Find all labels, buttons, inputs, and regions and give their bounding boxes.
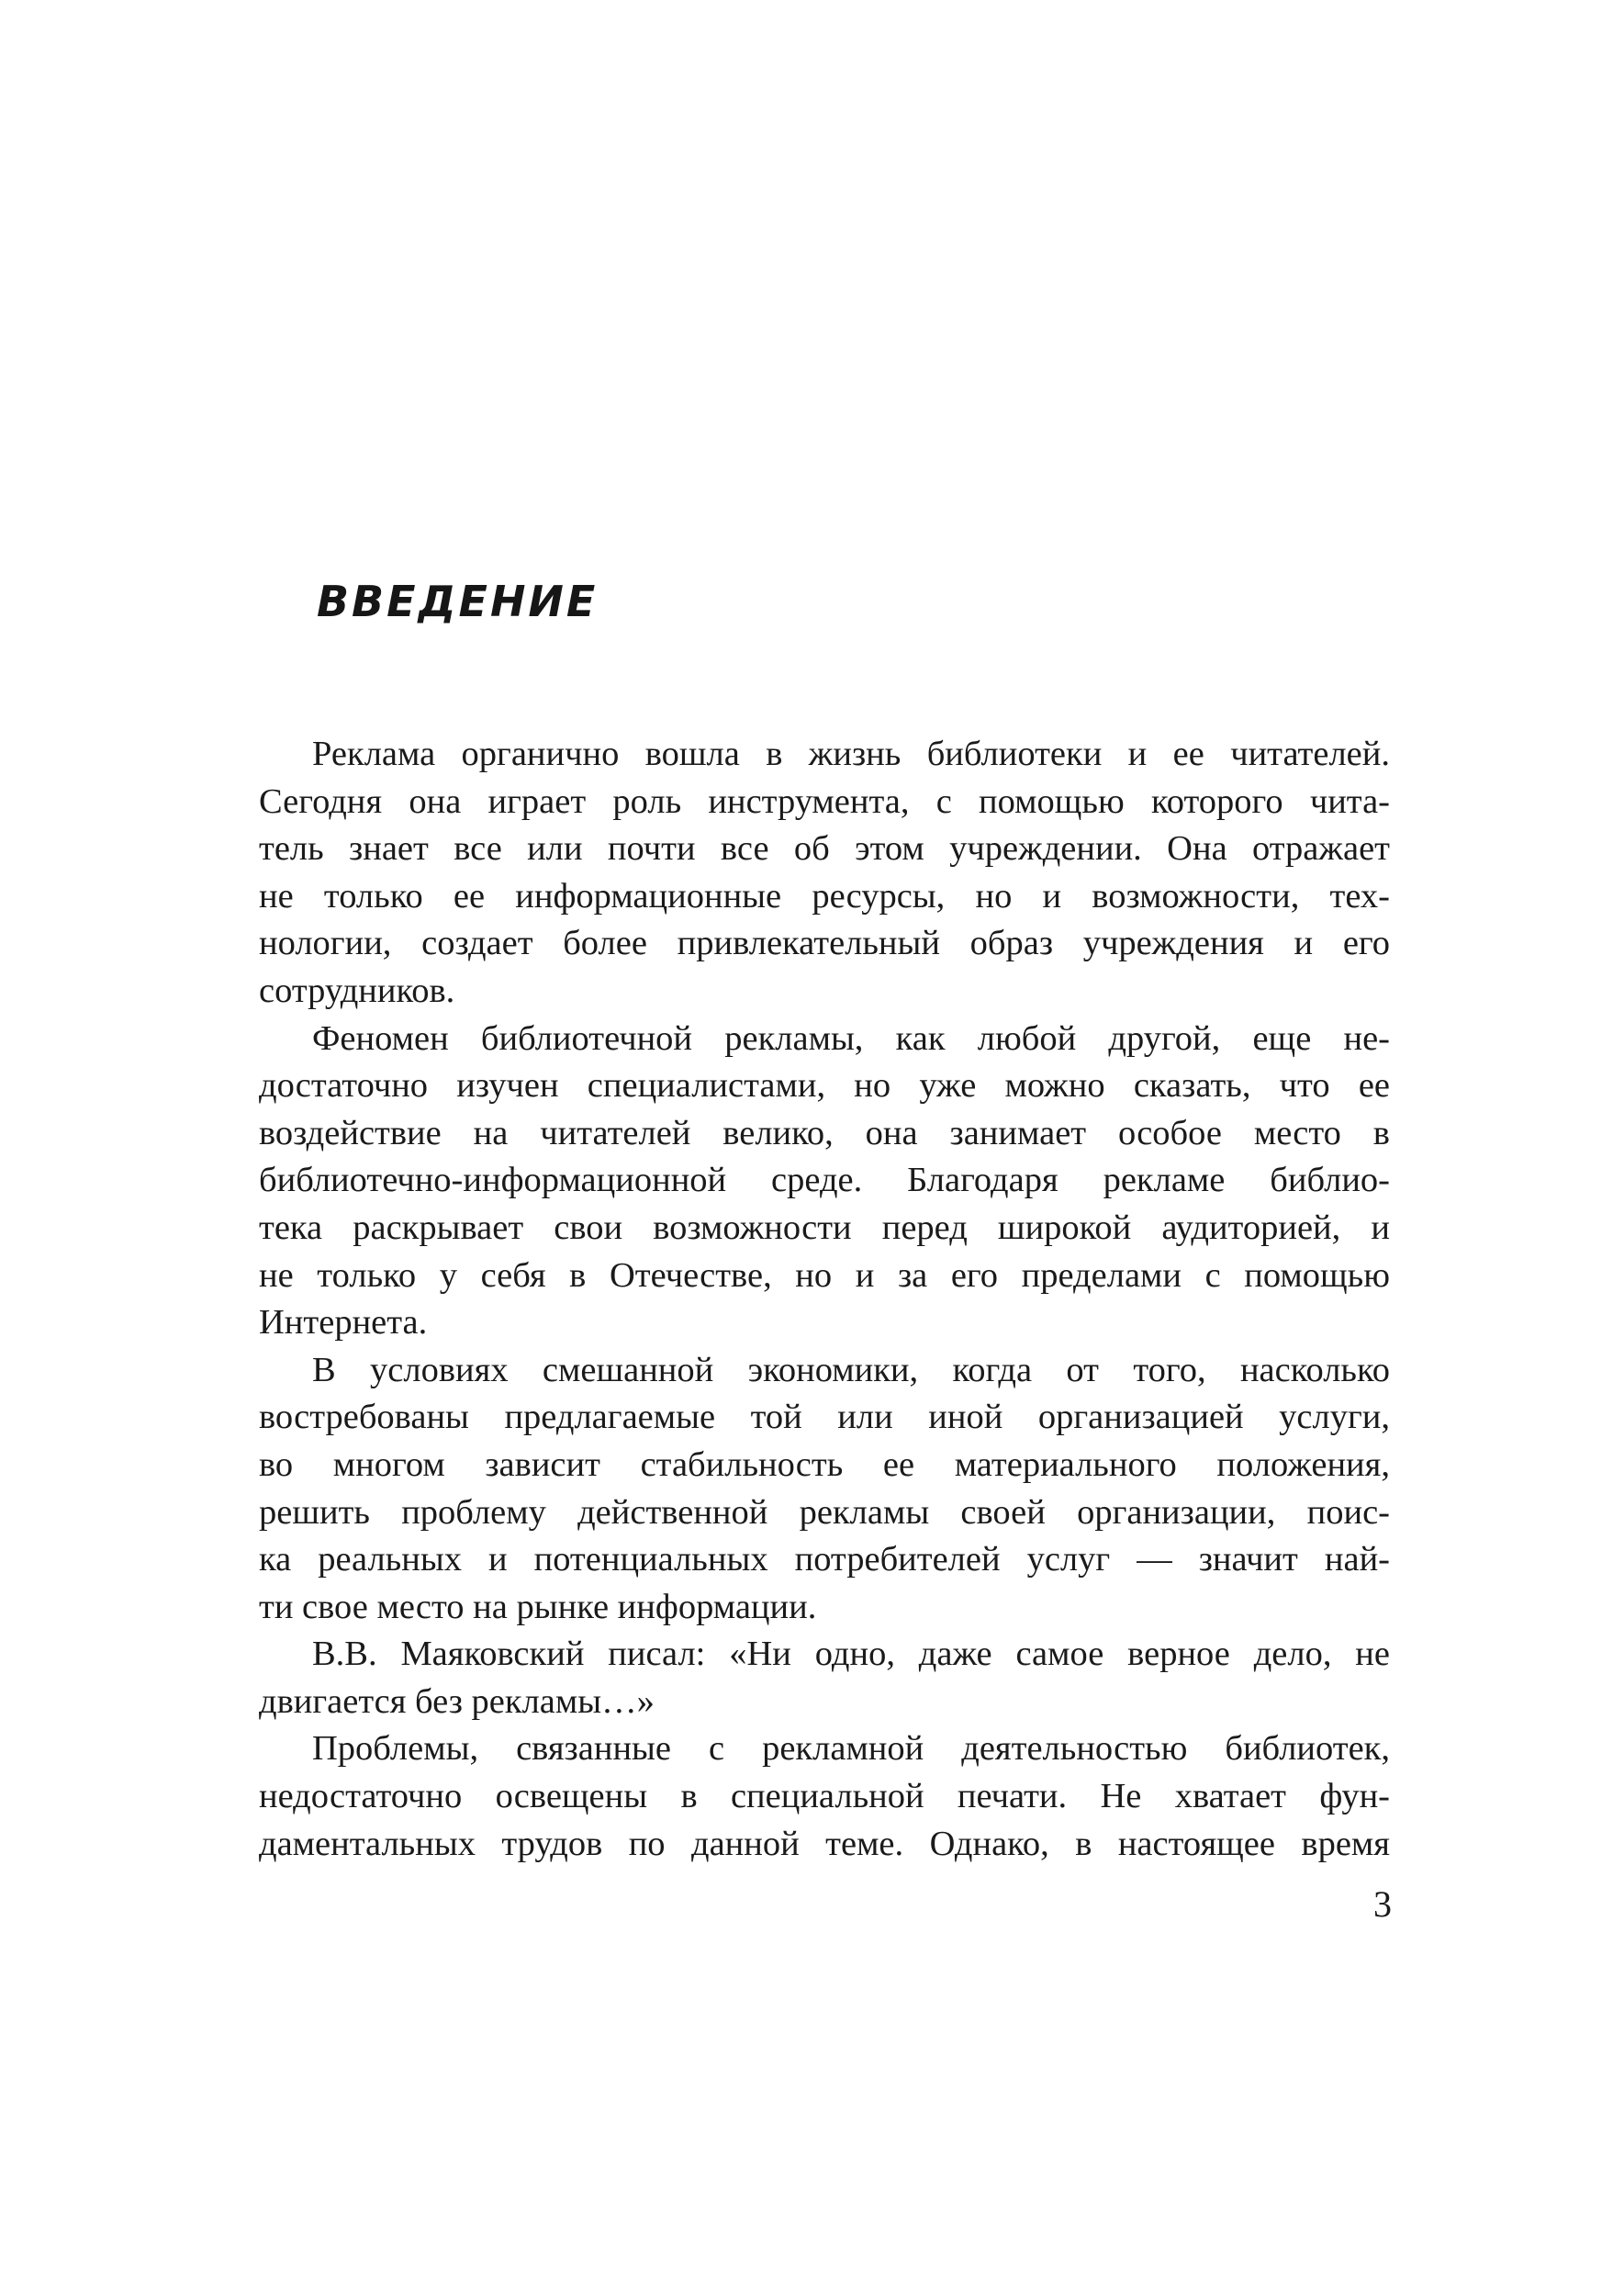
text-line: Феномен библиотечной рекламы, как любой другой, еще не- xyxy=(312,1018,1390,1058)
text-line: ка реальных и потенциальных потребителей услуг — значит най- xyxy=(259,1540,1390,1579)
text-line: сотрудников. xyxy=(259,971,455,1010)
text-line: нологии, создает более привлекательный образ учреждения и его xyxy=(259,924,1390,963)
text-line: Реклама органично вошла в жизнь библиотеки и ее читателей. xyxy=(312,735,1390,773)
text-line: достаточно изучен специалистами, но уже можно сказать, что ее xyxy=(259,1066,1390,1106)
text-line: двигается без рекламы…» xyxy=(259,1681,655,1721)
text-line: воздействие на читателей велико, она занимает особое место в xyxy=(259,1113,1390,1152)
text-line: недостаточно освещены в специальной печати. Не хватает фун- xyxy=(259,1777,1390,1816)
text-line: В.В. Маяковский писал: «Ни одно, даже самое верное дело, не xyxy=(312,1635,1390,1674)
text-line: Сегодня она играет роль инструмента, с помощью которого чита- xyxy=(259,781,1390,821)
text-line: решить проблему действенной рекламы своей организации, поис- xyxy=(259,1492,1390,1532)
page-number: 3 xyxy=(1373,1883,1392,1925)
chapter-heading: ВВЕДЕНИЕ xyxy=(317,577,599,626)
body-text xyxy=(259,731,1390,1868)
text-line: библиотечно-информационной среде. Благодаря рекламе библио- xyxy=(259,1161,1390,1200)
text-line: тека раскрывает свои возможности перед широкой аудиторией, и xyxy=(259,1208,1390,1247)
text-line: не только у себя в Отечестве, но и за его пределами с помощью xyxy=(259,1255,1390,1295)
text-line: В условиях смешанной экономики, когда от того, насколько xyxy=(312,1350,1390,1389)
text-line: не только ее информационные ресурсы, но и возможности, тех- xyxy=(259,876,1390,916)
text-line: Проблемы, связанные с рекламной деятельностью библиотек, xyxy=(312,1729,1390,1769)
text-line: востребованы предлагаемые той или иной организацией услуги, xyxy=(259,1398,1390,1437)
text-line: Интернета. xyxy=(259,1303,428,1343)
text-line: во многом зависит стабильность ее материального положения, xyxy=(259,1444,1390,1484)
text-line: даментальных трудов по данной теме. Однако, в настоящее время xyxy=(259,1824,1390,1863)
text-line: тель знает все или почти все об этом учреждении. Она отражает xyxy=(259,829,1390,869)
text-line: ти свое место на рынке информации. xyxy=(259,1587,817,1626)
